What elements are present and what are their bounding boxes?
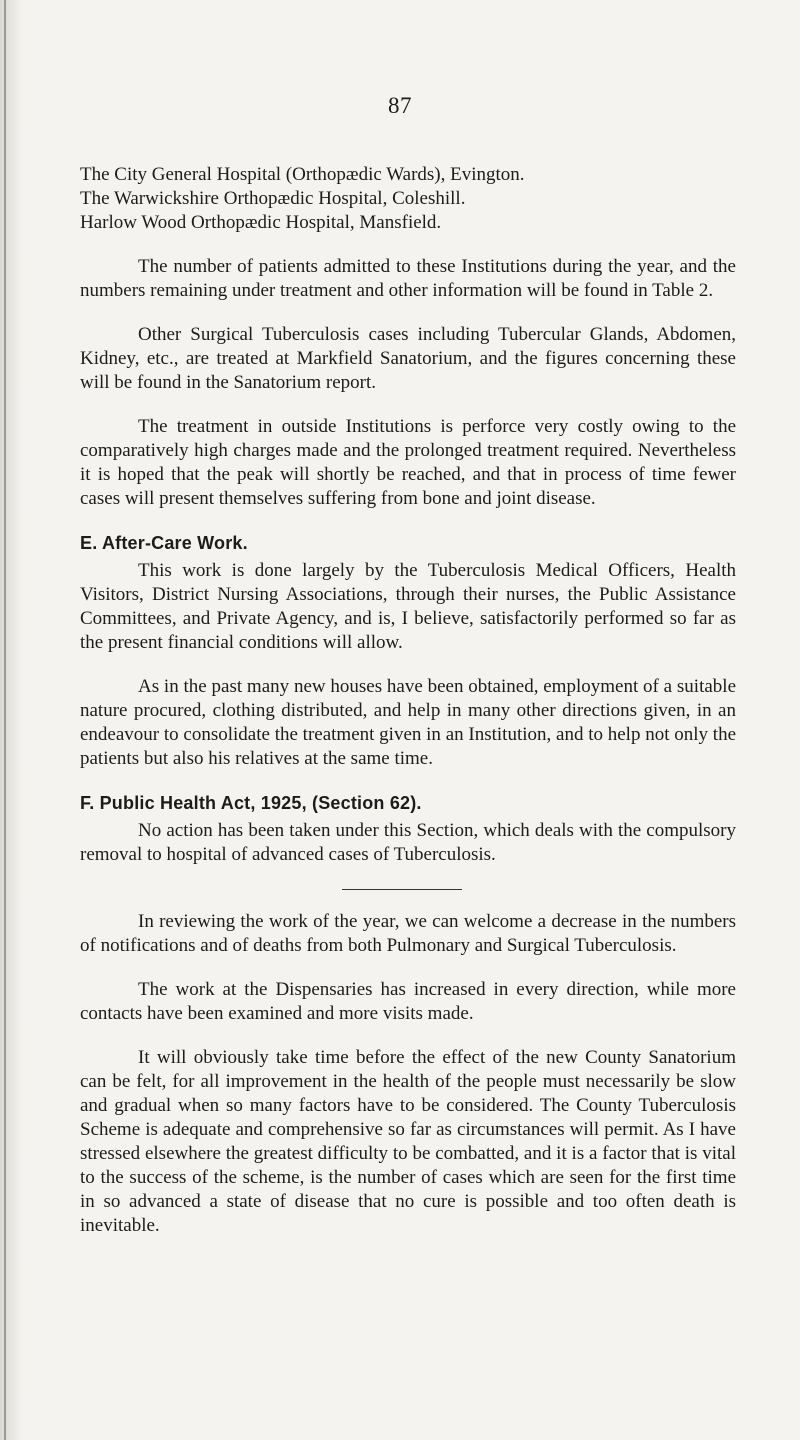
paragraph-admissions: The number of patients admitted to these Institutions during the year, and the numbers remaining under treatment and other information will be found in Table 2. (80, 256, 736, 301)
page-number: 87 (388, 93, 412, 118)
section-f-heading: F. Public Health Act, 1925, (Section 62). (80, 793, 422, 813)
hospital-line-3: Harlow Wood Orthopædic Hospital, Mansfield. (80, 212, 442, 233)
section-e-paragraph-2: As in the past many new houses have been obtained, employment of a suitable nature procured, clothing distributed, and help in many other directions given, in an endeavour to consolidate the treatment given in an Institution, and to help not only the patients but also his relatives at the same time. (80, 676, 736, 769)
page-binding-line (4, 0, 6, 1440)
paragraph-other-surgical-tb: Other Surgical Tuberculosis cases including Tubercular Glands, Abdomen, Kidney, etc., are treated at Markfield Sanatorium, and the figures concerning these will be found in the Sanatorium report. (80, 324, 736, 393)
section-e-heading: E. After-Care Work. (80, 533, 248, 553)
page-body (80, 163, 736, 1238)
summary-paragraph-3: It will obviously take time before the effect of the new County Sanatorium can be felt, for all improvement in the health of the people must necessarily be slow and gradual when so many factors have to be considered. The County Tuberculosis Scheme is adequate and comprehensive so far as circumstances will permit. As I have stressed elsewhere the greatest difficulty to be combatted, and it is a factor that is vital to the success of the scheme, is the number of cases which are seen for the first time in so advanced a state of disease that no cure is possible and too often death is inevitable. (80, 1047, 736, 1236)
summary-paragraph-2: The work at the Dispensaries has increased in every direction, while more contacts have been examined and more visits made. (80, 979, 736, 1024)
section-divider (342, 889, 462, 890)
paragraph-treatment-costs: The treatment in outside Institutions is perforce very costly owing to the comparatively high charges made and the prolonged treatment required. Nevertheless it is hoped that the peak will shortly be reached, and that in process of time fewer cases will present themselves suffering from bone and joint disease. (80, 416, 736, 509)
hospital-line-2: The Warwickshire Orthopædic Hospital, Coleshill. (80, 188, 466, 209)
section-f-paragraph-1: No action has been taken under this Section, which deals with the compulsory removal to hospital of advanced cases of Tuberculosis. (80, 820, 736, 865)
summary-paragraph-1: In reviewing the work of the year, we can welcome a decrease in the numbers of notifications and of deaths from both Pulmonary and Surgical Tuberculosis. (80, 911, 736, 956)
hospital-line-1: The City General Hospital (Orthopædic Wards), Evington. (80, 164, 525, 185)
section-e-paragraph-1: This work is done largely by the Tuberculosis Medical Officers, Health Visitors, District Nursing Associations, through their nurses, the Public Assistance Committees, and Private Agency, and is, I believe, satisfactorily performed so far as the present financial conditions will allow. (80, 560, 736, 653)
